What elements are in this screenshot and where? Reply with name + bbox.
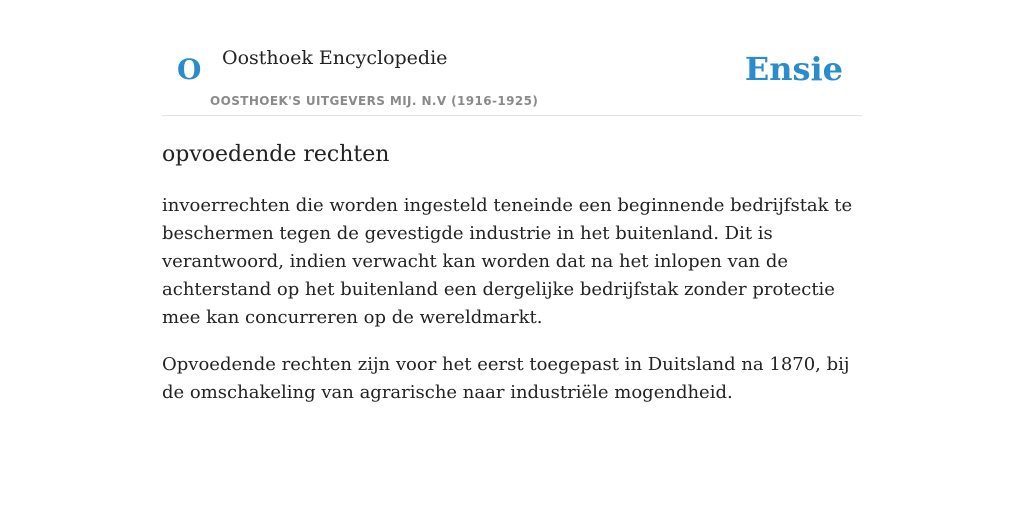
entry-title: opvoedende rechten [162, 142, 390, 167]
entry-paragraph: Opvoedende rechten zijn voor het eerst toegepast in Duitsland na 1870, bij de omschakeling van agrarische naar industriële mogendheid. [162, 354, 850, 403]
entry-paragraph: invoerrechten die worden ingesteld teneinde een beginnende bedrijfstak te beschermen tegen de gevestigde industrie in het buitenland. Dit is verantwoord, indien verwacht kan worden dat na het inlopen van de achterstand op het buitenland een dergelijke bedrijfstak zonder protectie mee kan concurreren op de wereldmarkt. [162, 195, 853, 328]
source-logo[interactable]: O [177, 53, 202, 86]
source-header [162, 0, 862, 116]
brand-logo[interactable]: Ensie [744, 50, 843, 88]
source-title-link[interactable]: Oosthoek Encyclopedie [222, 47, 448, 69]
publisher-label: OOSTHOEK'S UITGEVERS MIJ. N.V (1916-1925) [210, 94, 539, 108]
page-container [162, 0, 862, 407]
entry-body [162, 192, 862, 407]
